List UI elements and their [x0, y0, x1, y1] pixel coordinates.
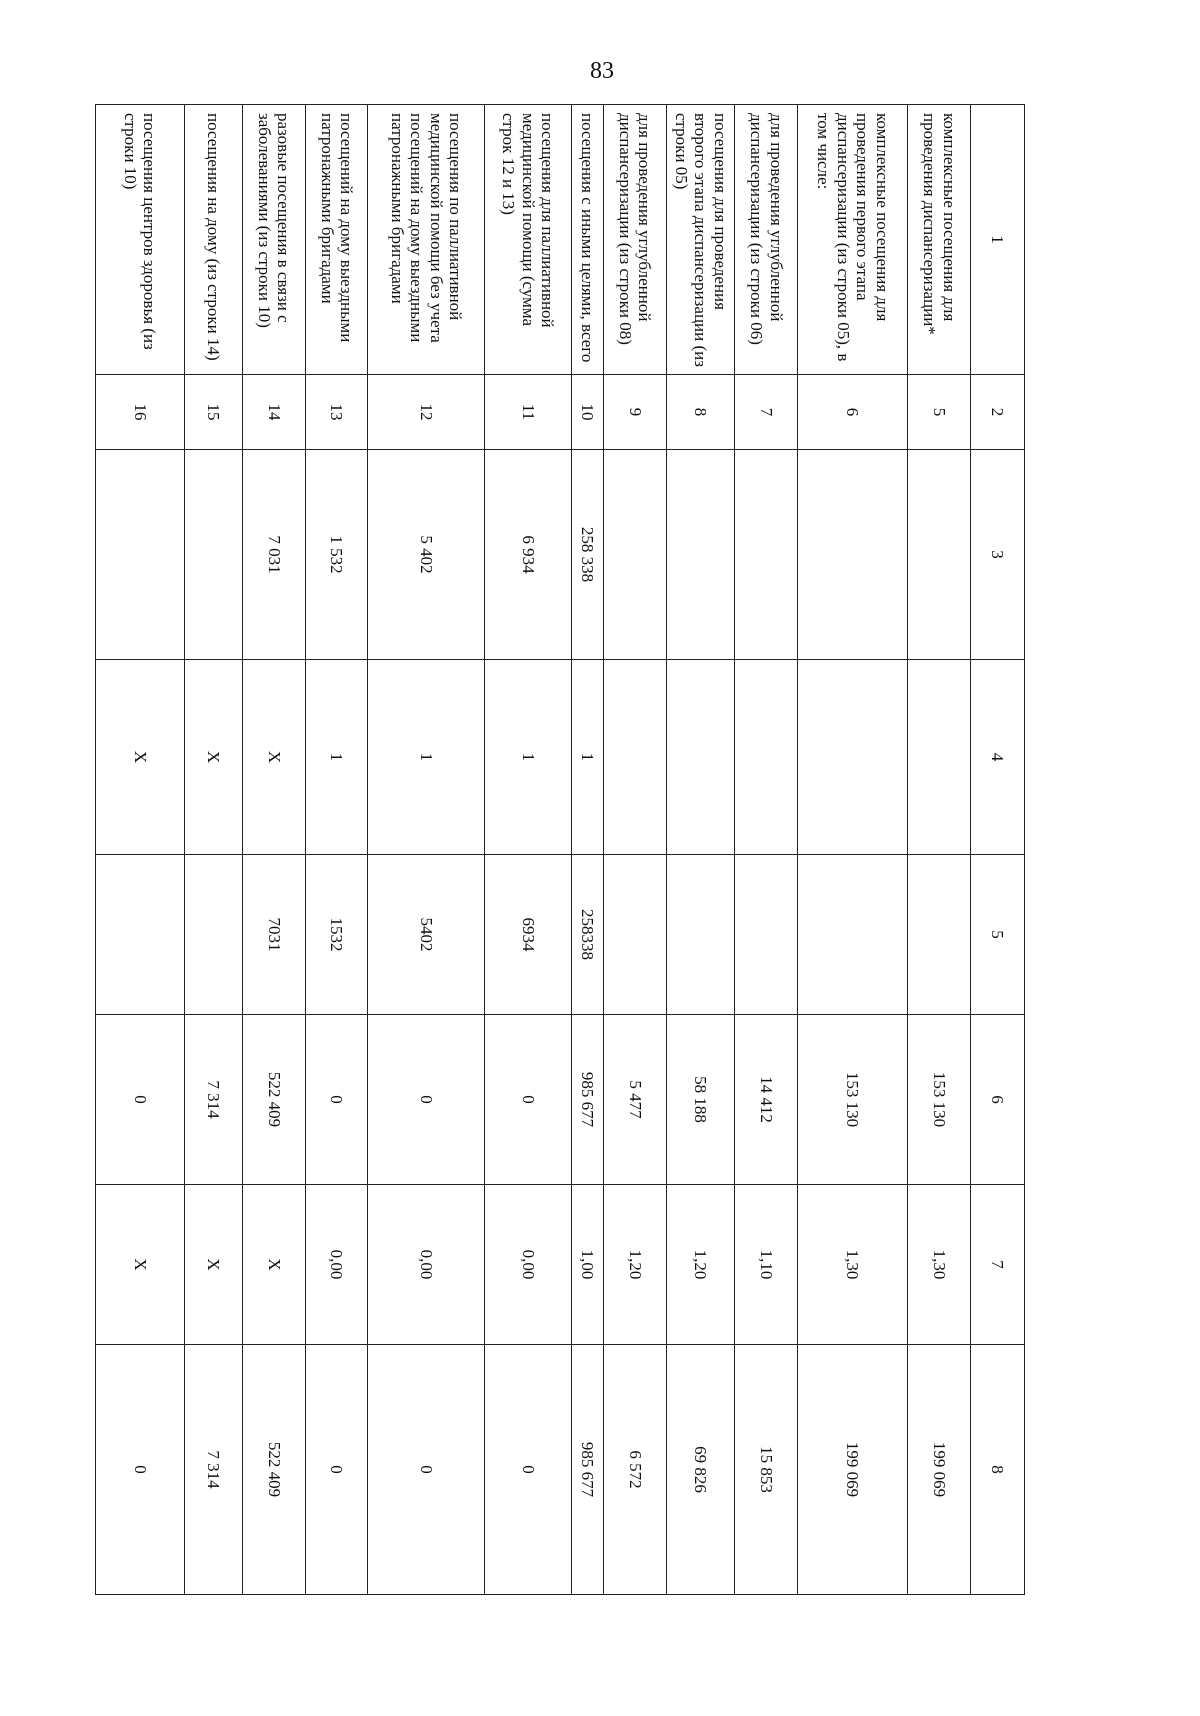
value-cell: 1	[571, 660, 603, 855]
row-code-cell: 11	[485, 375, 571, 450]
value-cell: 258338	[571, 855, 603, 1015]
value-cell: 1532	[305, 855, 368, 1015]
value-cell	[798, 855, 908, 1015]
data-table	[95, 104, 1025, 1595]
row-name-cell: посещений на дому выездными патронажными бригадами	[305, 105, 368, 375]
row-name-cell: посещения центров здоровья (из строки 10)	[96, 105, 185, 375]
header-cell: 3	[970, 450, 1024, 660]
value-cell: 258 338	[571, 450, 603, 660]
value-cell	[735, 450, 798, 660]
header-cell: 2	[970, 375, 1024, 450]
value-cell: 0	[96, 1015, 185, 1185]
value-cell	[603, 660, 666, 855]
value-cell: Х	[243, 1185, 306, 1345]
row-code-cell: 12	[368, 375, 485, 450]
value-cell	[96, 855, 185, 1015]
value-cell	[666, 660, 735, 855]
table-row	[735, 105, 798, 1595]
value-cell: 1,30	[798, 1185, 908, 1345]
row-name-cell: посещения для проведения второго этапа диспансеризации (из строки 05)	[666, 105, 735, 375]
value-cell: Х	[184, 1185, 242, 1345]
value-cell	[735, 660, 798, 855]
page-number: 83	[590, 58, 614, 84]
value-cell: 199 069	[908, 1345, 971, 1595]
value-cell	[798, 660, 908, 855]
value-cell	[96, 450, 185, 660]
row-name-cell: комплексные посещения для проведения диспансеризации*	[908, 105, 971, 375]
value-cell: 1 532	[305, 450, 368, 660]
value-cell: Х	[96, 1185, 185, 1345]
row-name-cell: посещения с иными целями, всего	[571, 105, 603, 375]
value-cell: 522 409	[243, 1015, 306, 1185]
row-name-cell: разовые посещения в связи с заболеваниями (из строки 10)	[243, 105, 306, 375]
row-code-cell: 8	[666, 375, 735, 450]
value-cell	[603, 450, 666, 660]
table-row	[571, 105, 603, 1595]
value-cell: 0	[368, 1345, 485, 1595]
value-cell: 153 130	[798, 1015, 908, 1185]
value-cell: 7 314	[184, 1345, 242, 1595]
row-name-cell: посещения для паллиативной медицинской помощи (сумма строк 12 и 13)	[485, 105, 571, 375]
table-row	[603, 105, 666, 1595]
table-row	[368, 105, 485, 1595]
header-cell: 4	[970, 660, 1024, 855]
value-cell: 6 572	[603, 1345, 666, 1595]
value-cell: 153 130	[908, 1015, 971, 1185]
table-row	[184, 105, 242, 1595]
value-cell: Х	[243, 660, 306, 855]
value-cell: 0,00	[305, 1185, 368, 1345]
row-name-cell: посещения по паллиативной медицинской помощи без учета посещений на дому выездными патронажными бригадами	[368, 105, 485, 375]
value-cell: 0,00	[368, 1185, 485, 1345]
value-cell: 199 069	[798, 1345, 908, 1595]
value-cell	[798, 450, 908, 660]
value-cell: 15 853	[735, 1345, 798, 1595]
value-cell	[184, 450, 242, 660]
value-cell	[184, 855, 242, 1015]
value-cell: 0	[368, 1015, 485, 1185]
row-code-cell: 9	[603, 375, 666, 450]
value-cell: 1,10	[735, 1185, 798, 1345]
value-cell	[666, 855, 735, 1015]
value-cell	[666, 450, 735, 660]
table-row	[666, 105, 735, 1595]
header-cell: 8	[970, 1345, 1024, 1595]
value-cell: 1,30	[908, 1185, 971, 1345]
table-row	[96, 105, 185, 1595]
value-cell: 5402	[368, 855, 485, 1015]
value-cell: 1,00	[571, 1185, 603, 1345]
value-cell: 7031	[243, 855, 306, 1015]
value-cell: 1	[305, 660, 368, 855]
value-cell	[908, 855, 971, 1015]
table-row	[798, 105, 908, 1595]
value-cell: 14 412	[735, 1015, 798, 1185]
header-cell: 5	[970, 855, 1024, 1015]
value-cell: Х	[96, 660, 185, 855]
value-cell: 1	[368, 660, 485, 855]
value-cell: 0	[485, 1015, 571, 1185]
table-body	[96, 105, 1025, 1595]
value-cell: 1,20	[603, 1185, 666, 1345]
header-row	[970, 105, 1024, 1595]
value-cell: Х	[184, 660, 242, 855]
value-cell	[908, 660, 971, 855]
value-cell: 5 402	[368, 450, 485, 660]
row-code-cell: 7	[735, 375, 798, 450]
value-cell	[603, 855, 666, 1015]
value-cell	[908, 450, 971, 660]
header-cell: 7	[970, 1185, 1024, 1345]
table-row	[908, 105, 971, 1595]
value-cell: 7 314	[184, 1015, 242, 1185]
value-cell: 985 677	[571, 1345, 603, 1595]
value-cell: 0,00	[485, 1185, 571, 1345]
value-cell: 985 677	[571, 1015, 603, 1185]
row-name-cell: посещения на дому (из строки 14)	[184, 105, 242, 375]
value-cell: 1,20	[666, 1185, 735, 1345]
value-cell: 69 826	[666, 1345, 735, 1595]
value-cell: 5 477	[603, 1015, 666, 1185]
row-name-cell: для проведения углубленной диспансеризации (из строки 06)	[735, 105, 798, 375]
value-cell: 0	[96, 1345, 185, 1595]
value-cell: 1	[485, 660, 571, 855]
value-cell: 6 934	[485, 450, 571, 660]
row-code-cell: 6	[798, 375, 908, 450]
header-cell: 6	[970, 1015, 1024, 1185]
table-row	[243, 105, 306, 1595]
row-code-cell: 5	[908, 375, 971, 450]
table-row	[485, 105, 571, 1595]
value-cell: 522 409	[243, 1345, 306, 1595]
row-name-cell: для проведения углубленной диспансеризации (из строки 08)	[603, 105, 666, 375]
value-cell: 0	[305, 1015, 368, 1185]
row-name-cell: комплексные посещения для проведения первого этапа диспансеризации (из строки 05), в том числе:	[798, 105, 908, 375]
value-cell	[735, 855, 798, 1015]
value-cell: 7 031	[243, 450, 306, 660]
value-cell: 0	[485, 1345, 571, 1595]
value-cell: 0	[305, 1345, 368, 1595]
row-code-cell: 14	[243, 375, 306, 450]
value-cell: 58 188	[666, 1015, 735, 1185]
table-row	[305, 105, 368, 1595]
row-code-cell: 10	[571, 375, 603, 450]
value-cell: 6934	[485, 855, 571, 1015]
row-code-cell: 15	[184, 375, 242, 450]
row-code-cell: 16	[96, 375, 185, 450]
header-cell: 1	[970, 105, 1024, 375]
rotated-table-container	[95, 104, 1025, 1594]
row-code-cell: 13	[305, 375, 368, 450]
